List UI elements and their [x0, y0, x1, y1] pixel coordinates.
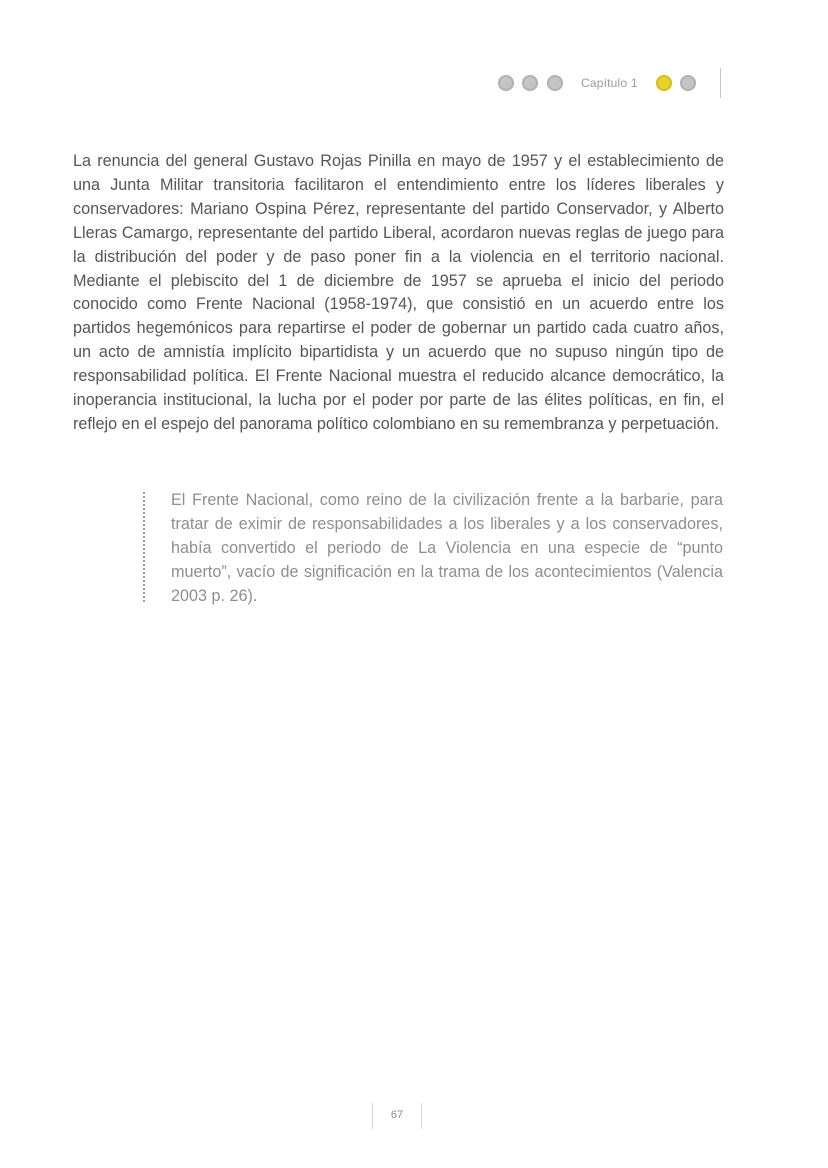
block-quote: [143, 488, 723, 608]
chapter-label: Capítulo 1: [581, 76, 638, 90]
page-footer: [0, 1103, 828, 1133]
body-paragraph: La renuncia del general Gustavo Rojas Pinilla en mayo de 1957 y el establecimiento de una Junta Militar transitoria facilitaron el entendimiento entre los líderes liberales y conservadores: Mariano Ospina Pérez, representante del partido Conservador, y Alberto Lleras Camargo, representante del partido Liberal, acordaron nuevas reglas de juego para la distribución del poder y de paso poner fin a la violencia en el territorio nacional. Mediante el plebiscito del 1 de diciembre de 1957 se aprueba el inicio del periodo conocido como Frente Nacional (1958-1974), que consistió en un acuerdo entre los partidos hegemónicos para repartirse el poder de gobernar un partido cada cuatro años, un acto de amnistía implícito bipartidista y un acuerdo que no supuso ningún tipo de responsabilidad política. El Frente Nacional muestra el reducido alcance democrático, la inoperancia institucional, la lucha por el poder por parte de las élites políticas, en fin, el reflejo en el espejo del panorama político colombiano en su remembranza y perpetuación.: [73, 152, 724, 433]
quote-dotted-rule: [143, 492, 145, 602]
chapter-dot-5: [680, 75, 696, 91]
chapter-dot-active: [656, 75, 672, 91]
header-divider: [720, 68, 721, 98]
page-number: 67: [390, 1109, 404, 1121]
quote-text: El Frente Nacional, como reino de la civilización frente a la barbarie, para tratar de eximir de responsabilidades a los liberales y a los conservadores, había convertido el periodo de La Violencia en una especie de “punto muerto”, vacío de significación en la trama de los acontecimientos (Valencia 2003 p. 26).: [171, 491, 723, 605]
chapter-dot-3: [547, 75, 563, 91]
chapter-dot-2: [522, 75, 538, 91]
chapter-dot-1: [498, 75, 514, 91]
page-header: [0, 68, 828, 98]
footer-divider-right: [421, 1103, 422, 1129]
